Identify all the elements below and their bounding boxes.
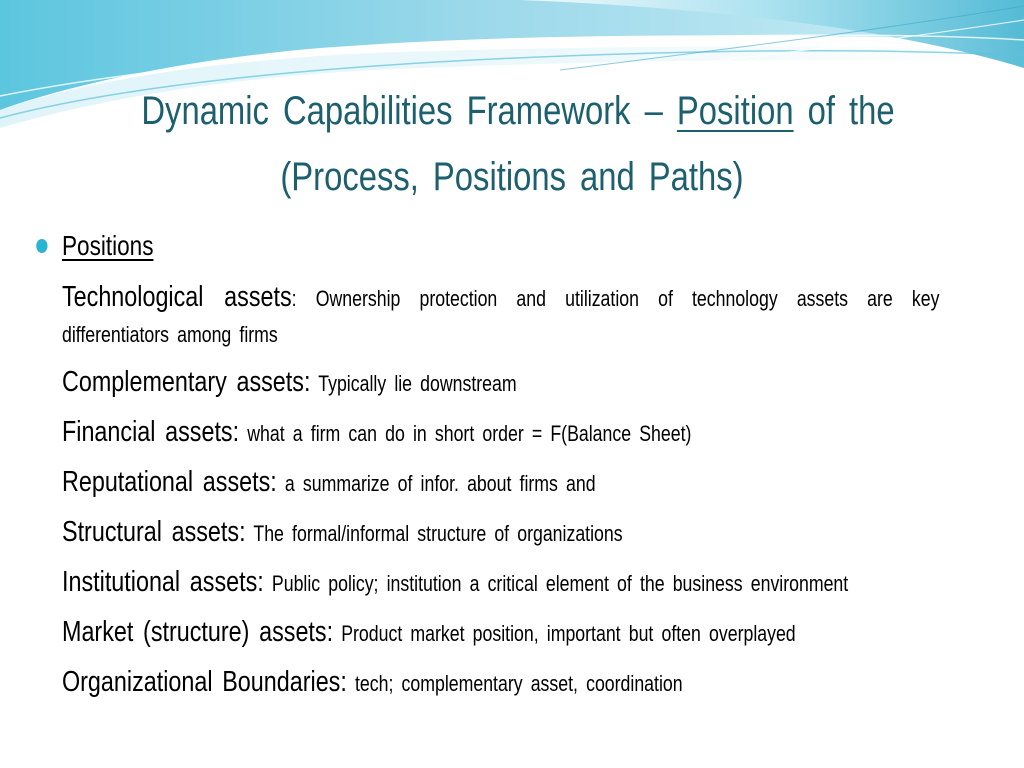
item-label: Reputational assets: — [62, 466, 277, 498]
slide-body — [62, 226, 939, 702]
title-underlined-word: Position — [676, 89, 794, 133]
item-label: Complementary assets: — [62, 366, 311, 398]
bullet-dot-icon — [36, 239, 47, 253]
item-structural-assets — [62, 514, 939, 552]
slide-title — [141, 78, 895, 210]
item-desc: Product market position, important but often overplayed — [333, 621, 796, 646]
item-label: Financial assets: — [62, 416, 240, 448]
bullet-positions — [62, 226, 939, 270]
title-part-2: of the — [793, 89, 895, 133]
title-line-1 — [141, 78, 895, 144]
item-reputational-assets — [62, 464, 939, 502]
item-desc: The formal/informal structure of organizations — [245, 521, 623, 546]
item-financial-assets — [62, 414, 939, 452]
item-label: Market (structure) assets: — [62, 616, 334, 648]
title-part-1: Dynamic Capabilities Framework – — [141, 89, 677, 133]
item-desc: what a firm can do in short order = F(Balance Sheet) — [239, 421, 692, 446]
item-organizational-boundaries — [62, 664, 939, 702]
item-desc: a summarize of infor. about firms and — [276, 471, 596, 496]
item-market-structure-assets — [62, 614, 939, 652]
item-label: Technological assets — [62, 281, 292, 313]
item-label: Institutional assets: — [62, 566, 264, 598]
item-desc: : Ownership protection and utilization of technology assets are key differentiators among firms — [62, 286, 940, 347]
item-desc: Public policy; institution a critical element of the business environment — [263, 571, 849, 596]
item-desc: tech; complementary asset, coordination — [346, 671, 683, 696]
title-line-2: (Process, Positions and Paths) — [280, 155, 744, 199]
item-desc: Typically lie downstream — [310, 371, 517, 396]
item-label: Structural assets: — [62, 516, 246, 548]
item-label: Organizational Boundaries: — [62, 666, 347, 698]
item-technological-assets — [62, 280, 939, 352]
item-institutional-assets — [62, 564, 939, 602]
item-complementary-assets — [62, 364, 939, 402]
bullet-label: Positions — [62, 230, 154, 261]
